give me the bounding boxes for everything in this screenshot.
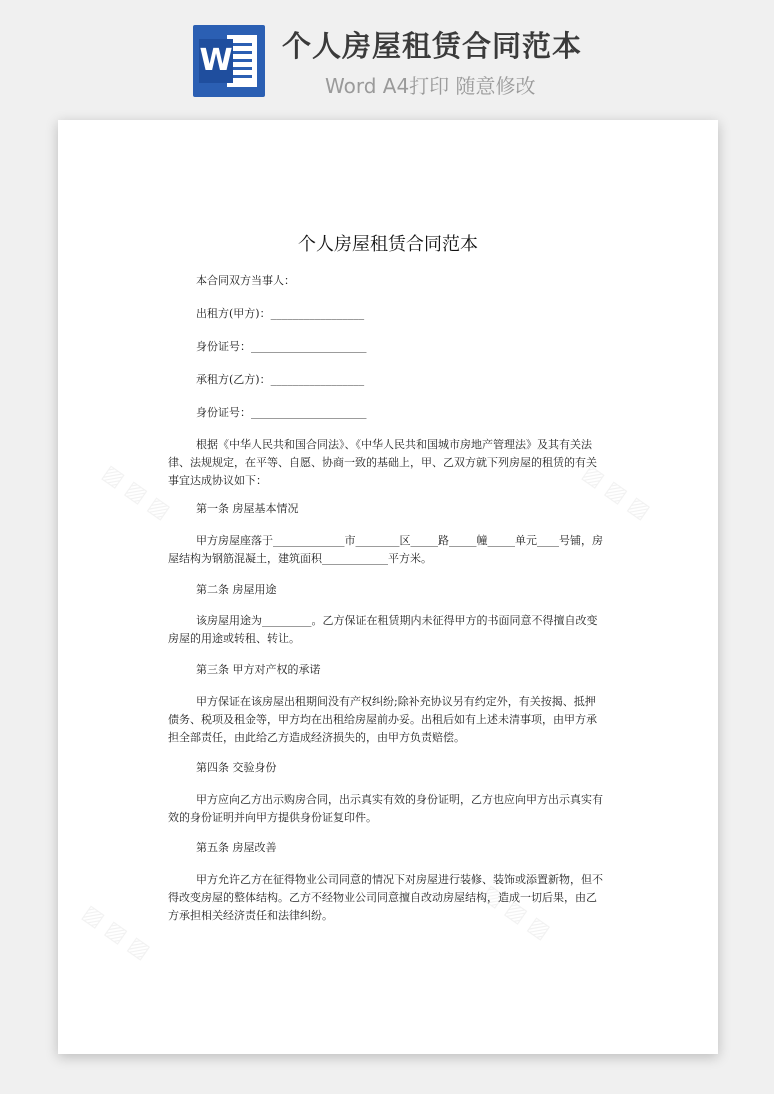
article-2-heading: 第二条 房屋用途 <box>196 583 277 596</box>
party-b-id-line: 身份证号：_____________________ <box>196 406 367 419</box>
article-1-body: 甲方房屋座落于_____________市________区_____路_____幢_____单元____号铺，房屋结构为钢筋混凝土，建筑面积____________平方米。 <box>168 534 603 565</box>
article-3-body: 甲方保证在该房屋出租期间没有产权纠纷;除补充协议另有约定外，有关按揭、抵押债务、税项及租金等，甲方均在出租给房屋前办妥。出租后如有上述未清事项，由甲方承担全部责任，由此给乙方造成经济损失的，由甲方负责赔偿。 <box>168 695 597 744</box>
watermark-mark: ▨ ▨ ▨ <box>77 900 155 965</box>
party-b-line: 承租方(乙方)：_________________ <box>196 373 365 386</box>
article-1-heading: 第一条 房屋基本情况 <box>196 502 299 515</box>
banner-title: 个人房屋租赁合同范本 <box>282 29 583 63</box>
watermark-mark: ▨ ▨ ▨ <box>577 460 655 525</box>
word-icon-letter: W <box>199 39 233 83</box>
article-2-body: 该房屋用途为_________。乙方保证在租赁期内未征得甲方的书面同意不得擅自改变房屋的用途或转租、转让。 <box>168 614 598 645</box>
preamble-paragraph: 根据《中华人民共和国合同法》、《中华人民共和国城市房地产管理法》及其有关法律、法规规定，在平等、自愿、协商一致的基础上，甲、乙双方就下列房屋的租赁的有关事宜达成协议如下： <box>168 438 597 487</box>
watermark-mark: ▨ ▨ ▨ <box>97 460 175 525</box>
header-banner <box>0 0 774 110</box>
watermark-mark: ▨ ▨ ▨ <box>477 880 555 945</box>
article-4-body: 甲方应向乙方出示购房合同，出示真实有效的身份证明，乙方也应向甲方出示真实有效的身份证明并向甲方提供身份证复印件。 <box>168 793 603 824</box>
document-title: 个人房屋租赁合同范本 <box>298 234 478 255</box>
document-page <box>58 120 718 1054</box>
intro-line: 本合同双方当事人： <box>196 274 295 287</box>
article-5-body: 甲方允许乙方在征得物业公司同意的情况下对房屋进行装修、装饰或添置新物，但不得改变房屋的整体结构。乙方不经物业公司同意擅自改动房屋结构，造成一切后果，由乙方承担相关经济责任和法律纠纷。 <box>168 873 603 922</box>
word-document-icon <box>193 25 265 97</box>
article-4-heading: 第四条 交验身份 <box>196 761 277 774</box>
banner-subtitle: Word A4打印 随意修改 <box>325 74 536 98</box>
article-5-heading: 第五条 房屋改善 <box>196 841 277 854</box>
party-a-line: 出租方(甲方)：_________________ <box>196 307 365 320</box>
article-3-heading: 第三条 甲方对产权的承诺 <box>196 663 321 676</box>
party-a-id-line: 身份证号：_____________________ <box>196 340 367 353</box>
